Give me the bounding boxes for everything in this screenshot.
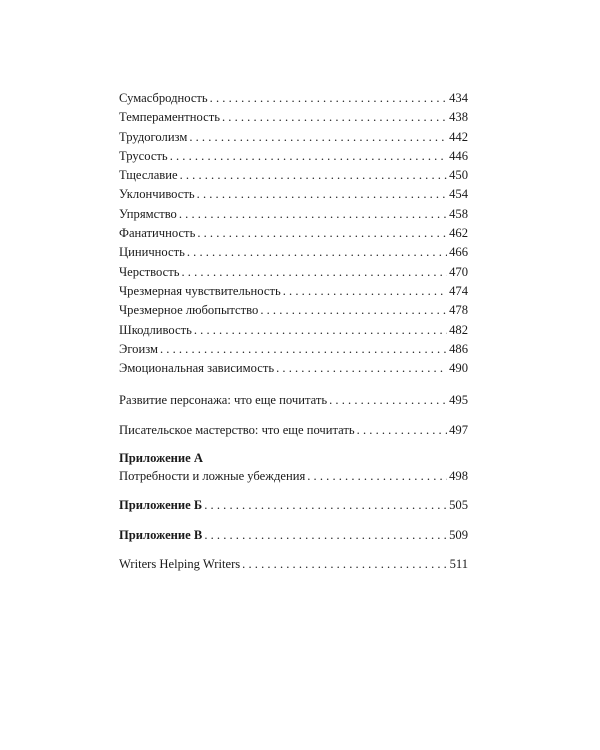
dot-leader — [283, 282, 447, 301]
toc-entry-page: 466 — [449, 245, 468, 260]
toc-entry-page: 454 — [449, 187, 468, 202]
toc-entry-appendix-a — [119, 467, 468, 486]
toc-entry-page: 470 — [449, 264, 468, 279]
toc-entry-reading-character — [119, 391, 468, 410]
dot-leader — [357, 421, 447, 440]
dot-leader — [180, 166, 448, 185]
dot-leader — [197, 185, 447, 204]
toc-entry-title: Трусость — [119, 148, 168, 163]
dot-leader — [222, 108, 447, 127]
toc-entry — [119, 147, 468, 166]
toc-entry-page: 482 — [449, 322, 468, 337]
toc-entry-page: 486 — [449, 341, 468, 356]
toc-entry-page: 434 — [449, 91, 468, 105]
dot-leader — [276, 359, 447, 378]
dot-leader — [189, 128, 447, 147]
dot-leader — [194, 321, 447, 340]
toc-entry-title: Чрезмерная чувствительность — [119, 283, 281, 298]
toc-entry-page: 458 — [449, 206, 468, 221]
toc-entry — [119, 301, 468, 320]
toc-entry-title: Трудоголизм — [119, 129, 188, 144]
toc-entry — [119, 321, 468, 340]
dot-leader — [170, 147, 447, 166]
toc-entry-title: Тщеславие — [119, 168, 178, 183]
toc-entry-title: Развитие персонажа: что еще почитать — [119, 393, 328, 408]
dot-leader — [260, 301, 447, 320]
toc-entry — [119, 108, 468, 127]
toc-entry-writers — [119, 555, 468, 574]
toc-entry-appendix-b — [119, 496, 468, 515]
toc-entry-reading-craft — [119, 421, 468, 440]
dot-leader — [242, 555, 447, 574]
toc-entry-title: Черствость — [119, 264, 180, 279]
toc-entry-title: Уклончивость — [119, 187, 195, 202]
toc-entry-title: Циничность — [119, 245, 185, 260]
toc-entry-page: 450 — [449, 168, 468, 183]
toc-entry-page: 474 — [449, 283, 468, 298]
dot-leader — [307, 467, 447, 486]
dot-leader — [204, 526, 447, 545]
toc-entry-page: 495 — [449, 393, 468, 408]
toc-entry — [119, 224, 468, 243]
toc-entry-title: Эгоизм — [119, 341, 158, 356]
dot-leader — [210, 89, 447, 108]
toc-entry — [119, 282, 468, 301]
toc-entry-page: 490 — [449, 361, 468, 376]
toc-entry-title: Writers Helping Writers — [119, 556, 241, 571]
toc-entry-title: Эмоциональная зависимость — [119, 361, 275, 376]
toc-entry — [119, 359, 468, 378]
toc-entry-appendix-c — [119, 526, 468, 545]
toc-entry-page: 498 — [449, 469, 468, 484]
dot-leader — [181, 263, 447, 282]
dot-leader — [197, 224, 447, 243]
toc-entry — [119, 166, 468, 185]
appendix-a-heading: Приложение А — [119, 451, 204, 466]
toc-entry-page: 462 — [449, 226, 468, 241]
toc-entry-title: Чрезмерное любопытство — [119, 303, 259, 318]
toc-entry-title: Потребности и ложные убеждения — [119, 469, 306, 484]
toc-entry — [119, 185, 468, 204]
dot-leader — [179, 205, 447, 224]
toc-entry-title: Темпераментность — [119, 110, 220, 125]
table-of-contents — [119, 89, 468, 574]
toc-entry-page: 478 — [449, 303, 468, 318]
toc-entry-title: Писательское мастерство: что еще почитать — [119, 422, 355, 437]
toc-entry-page: 442 — [449, 129, 468, 144]
toc-entry-page: 438 — [449, 110, 468, 125]
dot-leader — [329, 391, 447, 410]
toc-entry-page: 509 — [449, 527, 468, 542]
toc-entry-title: Шкодливость — [119, 322, 192, 337]
toc-entry-page: 511 — [449, 556, 468, 571]
toc-entry-title: Приложение В — [119, 527, 203, 542]
toc-entry-list — [119, 89, 468, 378]
toc-entry-page: 505 — [449, 498, 468, 513]
toc-entry-title: Сумасбродность — [119, 91, 208, 105]
dot-leader — [187, 243, 447, 262]
toc-entry — [119, 263, 468, 282]
toc-entry-title: Упрямство — [119, 206, 177, 221]
toc-entry-title: Приложение Б — [119, 498, 203, 513]
toc-entry — [119, 205, 468, 224]
toc-entry-title: Фанатичность — [119, 226, 196, 241]
toc-entry — [119, 89, 468, 108]
dot-leader — [204, 496, 447, 515]
toc-entry-page: 446 — [449, 148, 468, 163]
toc-entry-page: 497 — [449, 422, 468, 437]
toc-entry — [119, 243, 468, 262]
toc-entry — [119, 128, 468, 147]
dot-leader — [160, 340, 447, 359]
toc-entry — [119, 340, 468, 359]
